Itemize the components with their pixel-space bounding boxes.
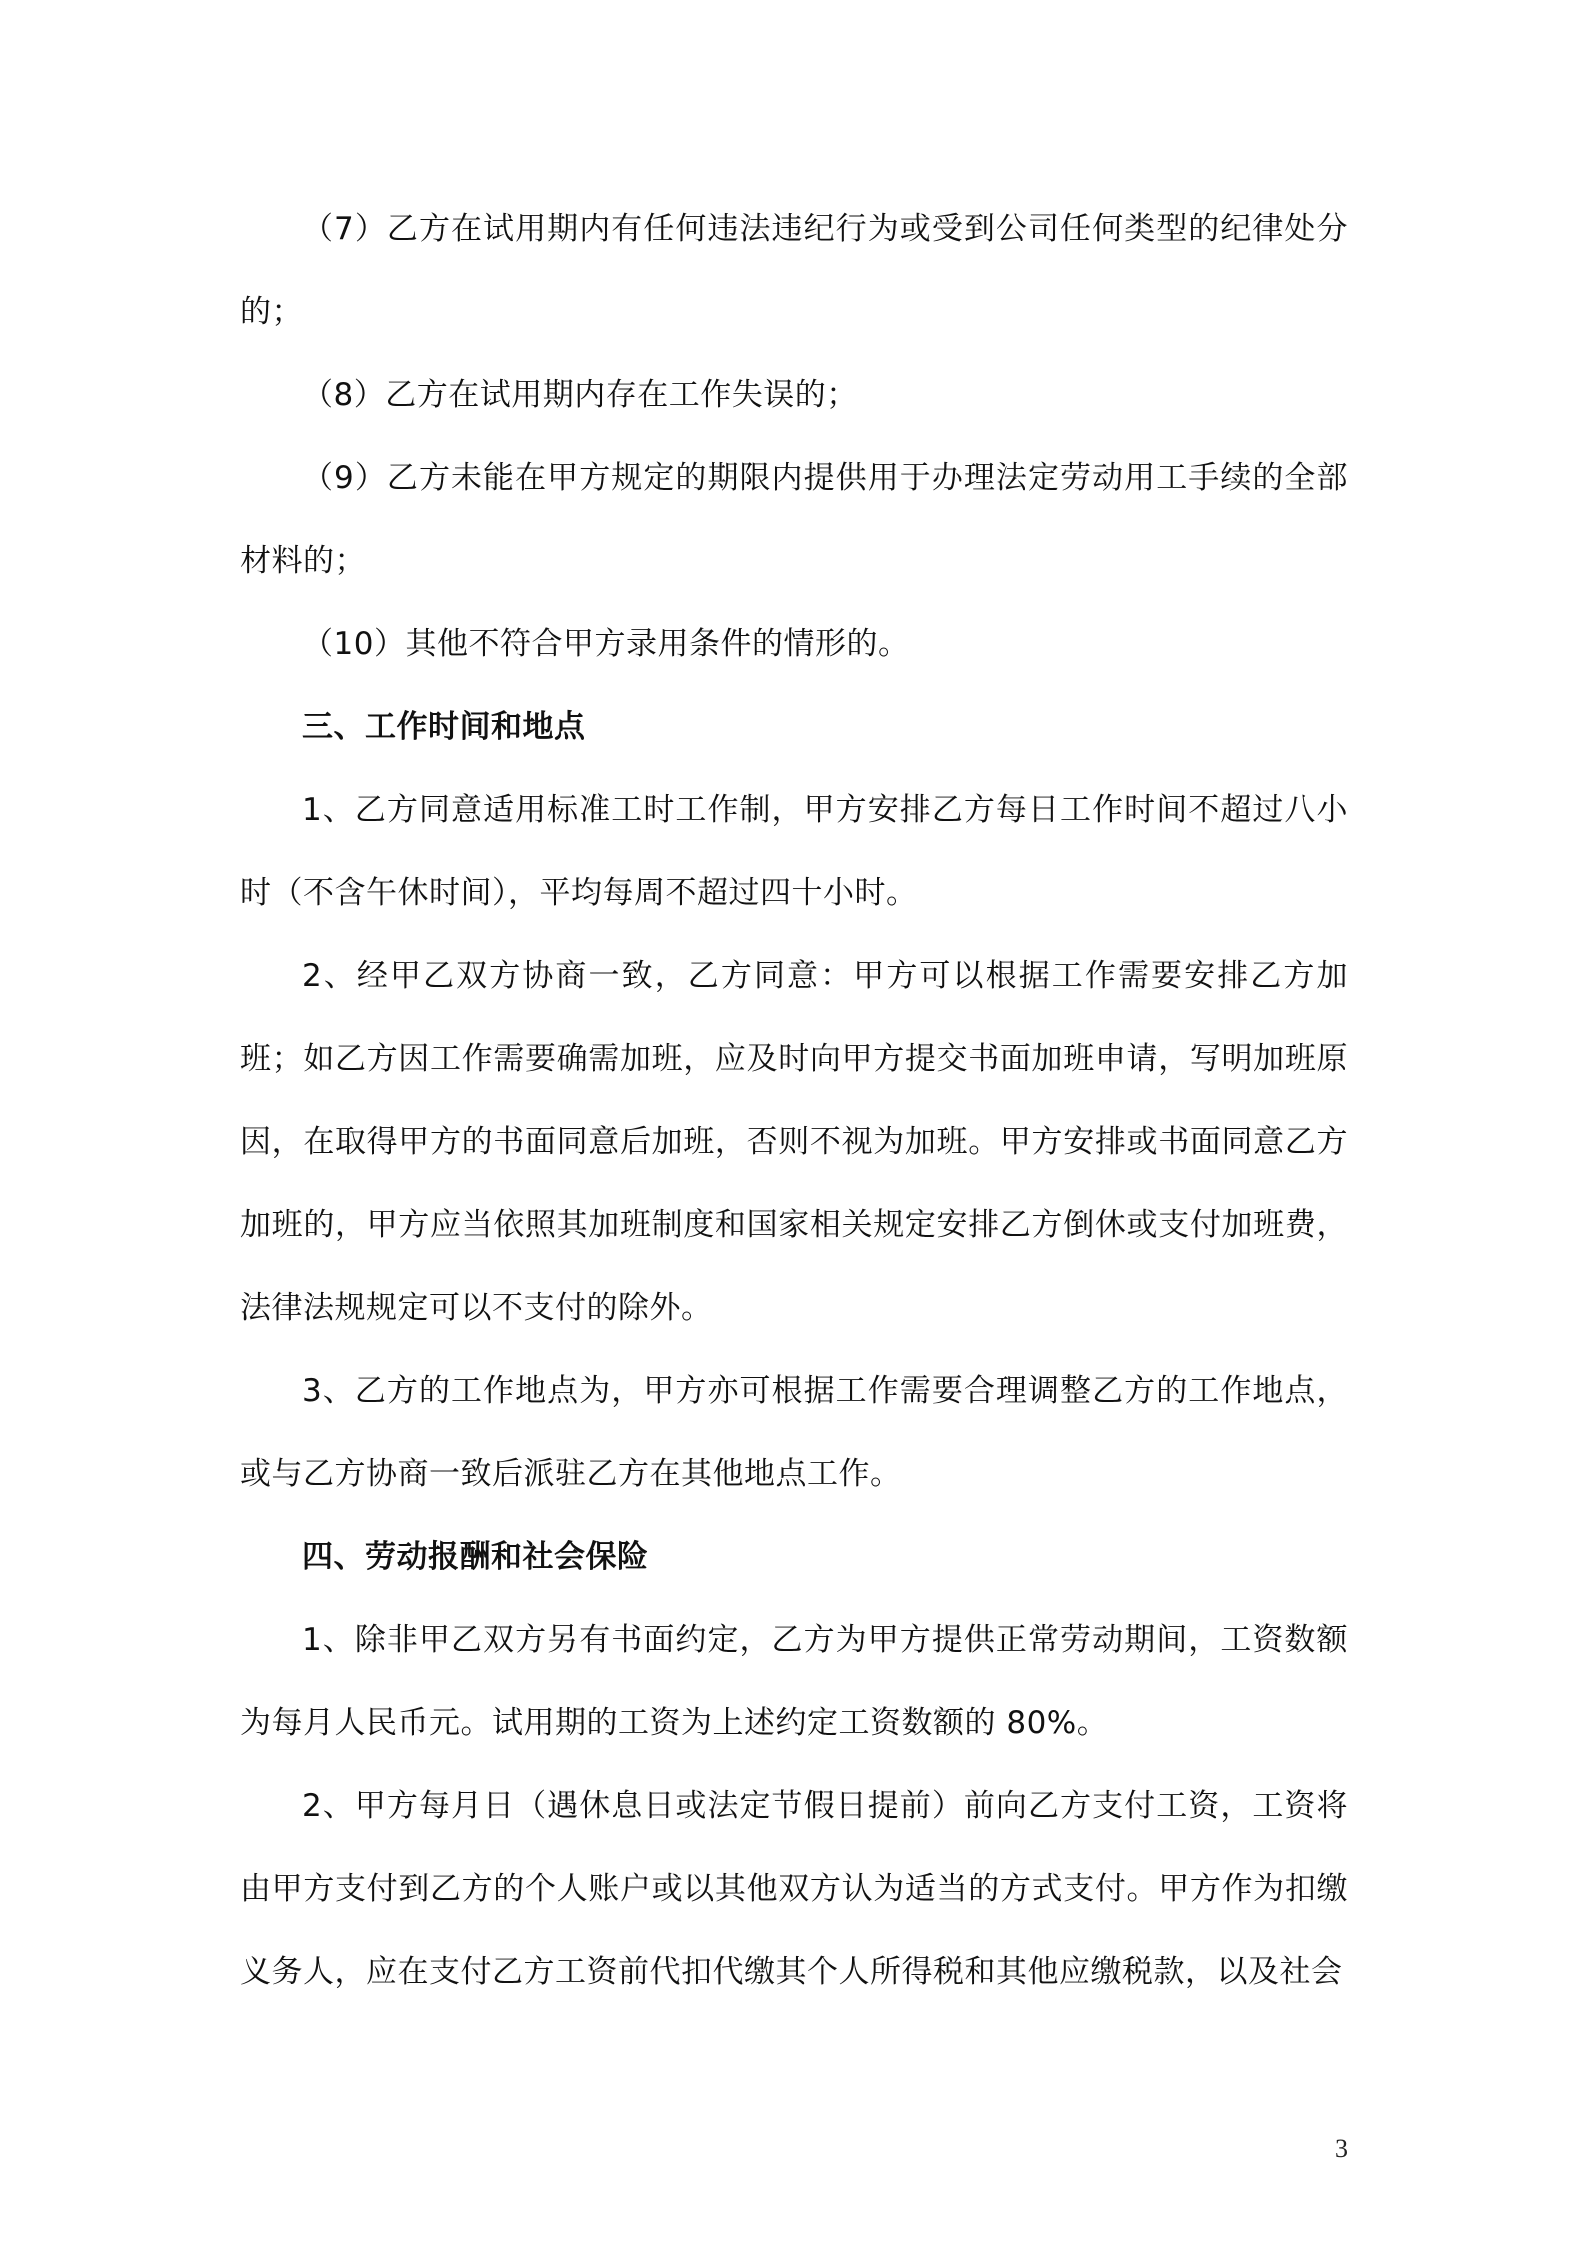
clause-8: （8）乙方在试用期内存在工作失误的； — [302, 377, 858, 413]
remuneration-item-1: 1、除非甲乙双方另有书面约定，乙方为甲方提供正常劳动期间，工资数额为每月人民币元。试用期的工资为上述约定工资数额的 80%。 — [240, 1622, 1348, 1741]
work-time-item-2: 2、经甲乙双方协商一致，乙方同意：甲方可以根据工作需要安排乙方加班；如乙方因工作需要确需加班，应及时向甲方提交书面加班申请，写明加班原因，在取得甲方的书面同意后加班，否则不视为加班。甲方安排或书面同意乙方加班的，甲方应当依照其加班制度和国家相关规定安排乙方倒休或支付加班费，法律法规规定可以不支付的除外。 — [240, 958, 1348, 1326]
section-heading-work-time-location: 三、工作时间和地点 — [302, 709, 586, 745]
work-time-item-3: 3、乙方的工作地点为，甲方亦可根据工作需要合理调整乙方的工作地点，或与乙方协商一致后派驻乙方在其他地点工作。 — [240, 1373, 1348, 1492]
clause-7: （7）乙方在试用期内有任何违法违纪行为或受到公司任何类型的纪律处分的； — [240, 211, 1348, 330]
clause-10: （10）其他不符合甲方录用条件的情形的。 — [302, 626, 910, 662]
page-number: 3 — [1335, 2134, 1348, 2163]
clause-9: （9）乙方未能在甲方规定的期限内提供用于办理法定劳动用工手续的全部材料的； — [240, 460, 1348, 579]
work-time-item-1: 1、乙方同意适用标准工时工作制，甲方安排乙方每日工作时间不超过八小时（不含午休时间），平均每周不超过四十小时。 — [240, 792, 1348, 911]
section-heading-remuneration-insurance: 四、劳动报酬和社会保险 — [302, 1539, 649, 1575]
document-body — [240, 188, 1348, 2014]
remuneration-item-2: 2、甲方每月日（遇休息日或法定节假日提前）前向乙方支付工资，工资将由甲方支付到乙方的个人账户或以其他双方认为适当的方式支付。甲方作为扣缴义务人，应在支付乙方工资前代扣代缴其个人所得税和其他应缴税款，以及社会 — [240, 1788, 1348, 1990]
